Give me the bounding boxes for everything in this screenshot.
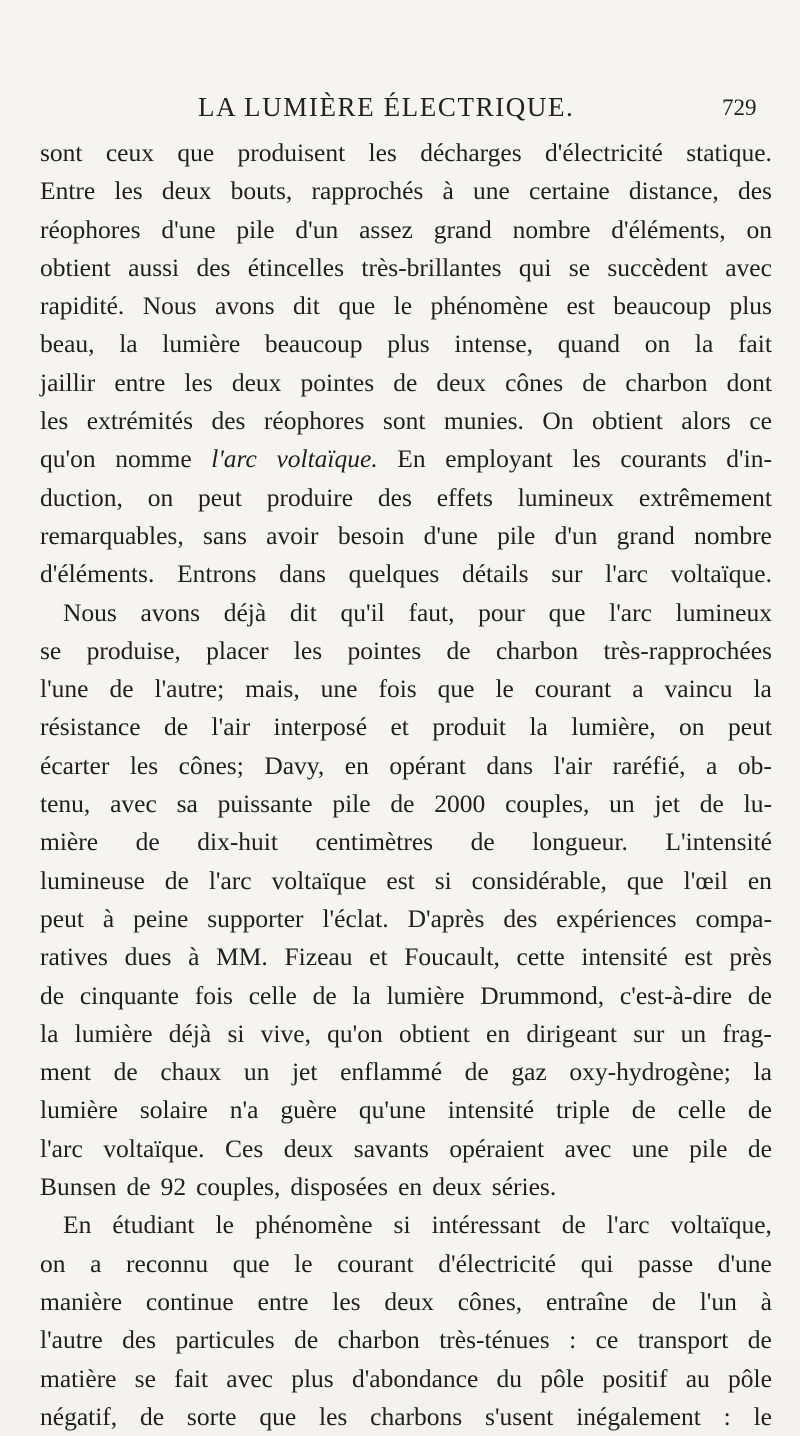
- text-line: manière continue entre les deux cônes, entraîne de l'un à: [40, 1286, 772, 1316]
- text-line: réophores d'une pile d'un assez grand nombre d'éléments, on: [40, 214, 772, 244]
- text-line: lumineuse de l'arc voltaïque est si considérable, que l'œil en: [40, 865, 772, 895]
- text-line: se produise, placer les pointes de charbon très-rapprochées: [40, 635, 772, 665]
- text-line: l'autre des particules de charbon très-ténues : ce transport de: [40, 1325, 772, 1355]
- text-line: résistance de l'air interposé et produit la lumière, on peut: [40, 712, 772, 742]
- body-text: [40, 134, 772, 1436]
- text-line: Entre les deux bouts, rapprochés à une certaine distance, des: [40, 176, 772, 206]
- text-line: Bunsen de 92 couples, disposées en deux séries.: [40, 1172, 557, 1202]
- chapter-title: LA LUMIÈRE ÉLECTRIQUE.: [198, 92, 575, 122]
- text-line: d'éléments. Entrons dans quelques détails sur l'arc voltaïque.: [40, 559, 772, 589]
- text-line: peut à peine supporter l'éclat. D'après des expériences compa-: [40, 903, 772, 933]
- text-line: jaillir entre les deux pointes de deux cônes de charbon dont: [40, 367, 772, 397]
- text-line: les extrémités des réophores sont munies. On obtient alors ce: [40, 406, 772, 436]
- text-line: beau, la lumière beaucoup plus intense, quand on la fait: [40, 329, 772, 359]
- text-line: lumière solaire n'a guère qu'une intensité triple de celle de: [40, 1095, 772, 1125]
- text-line: l'une de l'autre; mais, une fois que le courant a vaincu la: [40, 674, 772, 704]
- text-line: duction, on peut produire des effets lumineux extrêmement: [40, 482, 772, 512]
- text-line: de cinquante fois celle de la lumière Drummond, c'est-à-dire de: [40, 980, 772, 1010]
- text-line: ratives dues à MM. Fizeau et Foucault, cette intensité est près: [40, 942, 772, 972]
- text-line: qu'on nomme l'arc voltaïque. En employant les courants d'in-: [40, 444, 772, 474]
- text-line: écarter les cônes; Davy, en opérant dans l'air raréfié, a ob-: [40, 750, 772, 780]
- text-line: l'arc voltaïque. Ces deux savants opéraient avec une pile de: [40, 1133, 772, 1163]
- text-line: négatif, de sorte que les charbons s'usent inégalement : le: [40, 1401, 772, 1431]
- running-head: [0, 92, 800, 126]
- text-line: remarquables, sans avoir besoin d'une pile d'un grand nombre: [40, 520, 772, 550]
- text-line: mière de dix-huit centimètres de longueur. L'intensité: [40, 827, 772, 857]
- text-line: on a reconnu que le courant d'électricité qui passe d'une: [40, 1248, 772, 1278]
- text-line: ment de chaux un jet enflammé de gaz oxy-hydrogène; la: [40, 1057, 772, 1087]
- text-line: la lumière déjà si vive, qu'on obtient en dirigeant sur un frag-: [40, 1018, 772, 1048]
- text-line: Nous avons déjà dit qu'il faut, pour que l'arc lumineux: [63, 597, 772, 627]
- text-line: tenu, avec sa puissante pile de 2000 couples, un jet de lu-: [40, 789, 772, 819]
- text-line: En étudiant le phénomène si intéressant de l'arc voltaïque,: [63, 1210, 772, 1240]
- text-line: matière se fait avec plus d'abondance du pôle positif au pôle: [40, 1363, 772, 1393]
- page-number: 729: [722, 95, 757, 120]
- text-line: sont ceux que produisent les décharges d'électricité statique.: [40, 138, 772, 167]
- text-line: rapidité. Nous avons dit que le phénomène est beaucoup plus: [40, 291, 772, 321]
- text-line: obtient aussi des étincelles très-brillantes qui se succèdent avec: [40, 252, 772, 282]
